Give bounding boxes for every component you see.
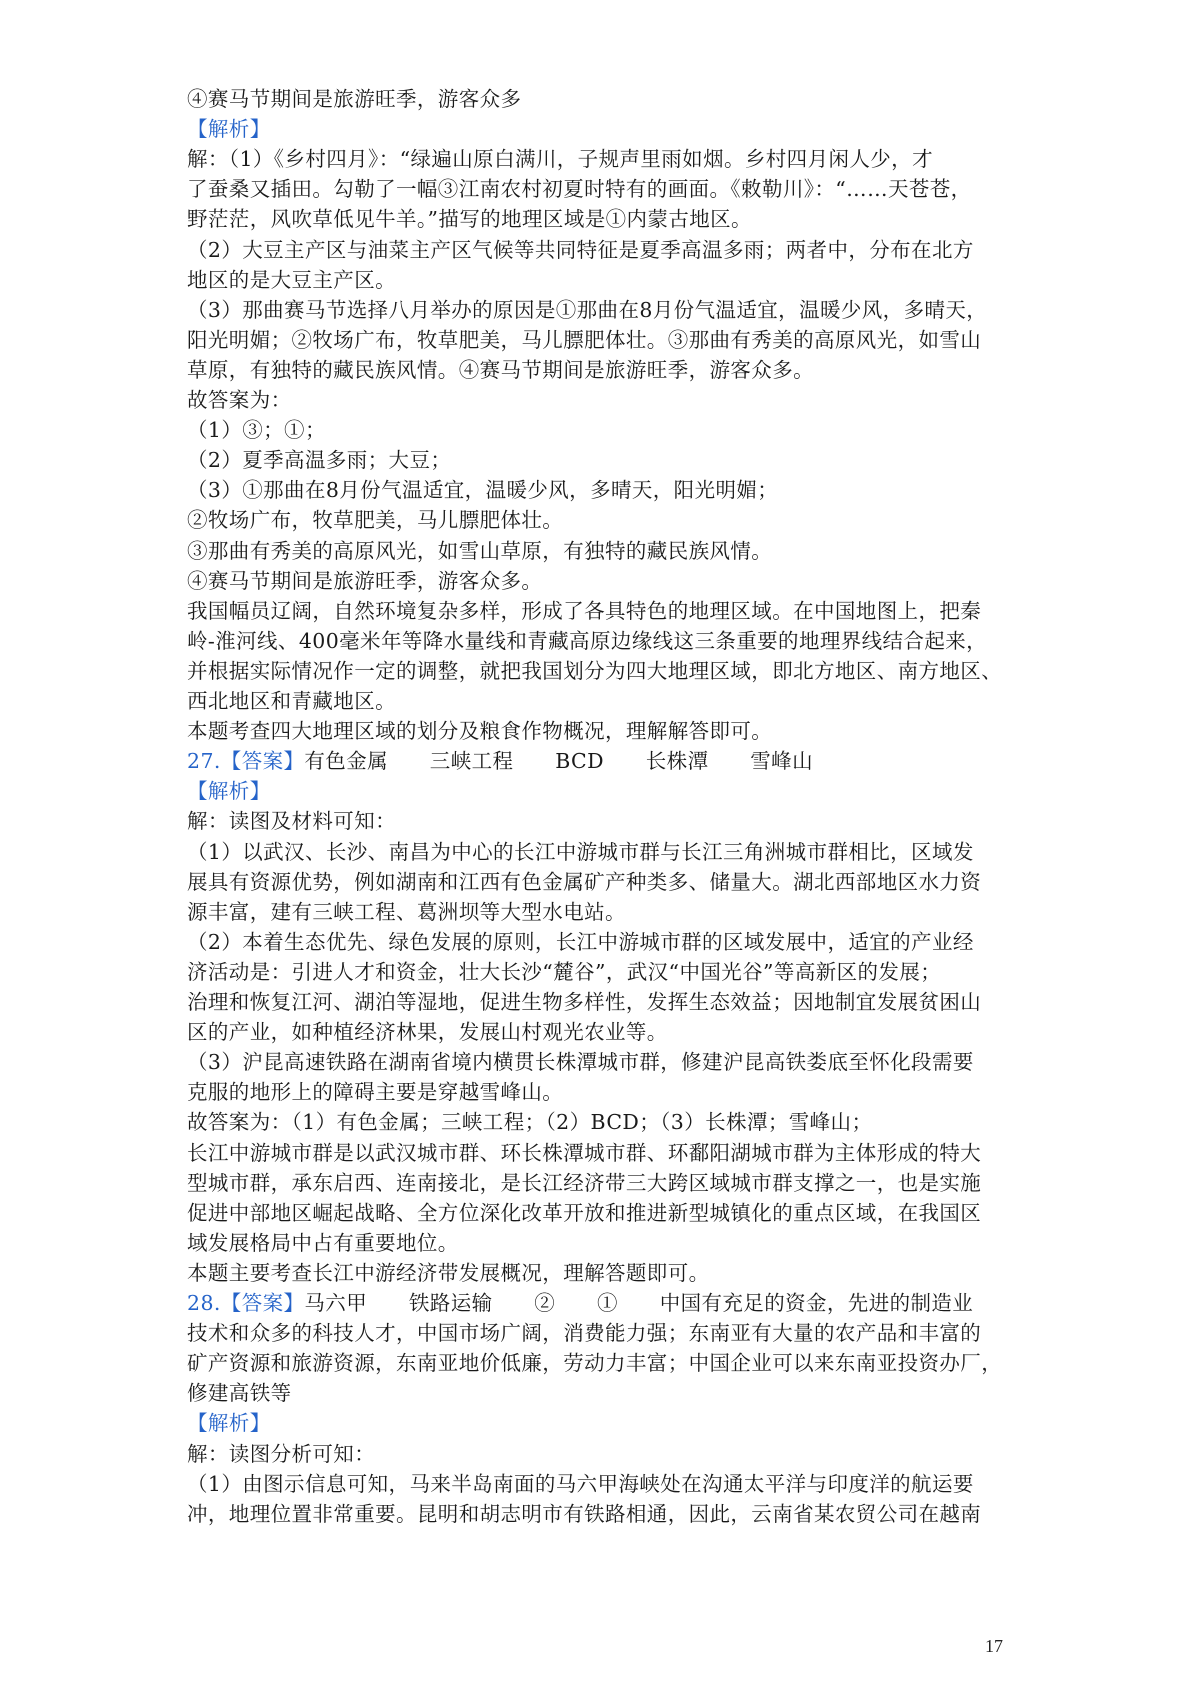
text-line: （1）③；①； xyxy=(187,418,326,443)
text-line: 解：（1）《乡村四月》：“绿遍山原白满川，子规声里雨如烟。乡村四月闲人少，才 xyxy=(187,147,933,172)
text-line: 解：读图及材料可知： xyxy=(187,809,396,834)
text-line: 并根据实际情况作一定的调整，就把我国划分为四大地理区域，即北方地区、南方地区、 xyxy=(187,658,1003,683)
text-line: （1）以武汉、长沙、南昌为中心的长江中游城市群与长江三角洲城市群相比，区域发 xyxy=(187,839,974,864)
text-line: 野茫茫，风吹草低见牛羊。”描写的地理区域是①内蒙古地区。 xyxy=(187,207,752,232)
text-line: 修建高铁等 xyxy=(187,1381,292,1406)
text-line: 本题主要考查长江中游经济带发展概况，理解答题即可。 xyxy=(187,1260,710,1285)
text-line: 治理和恢复江河、湖泊等湿地，促进生物多样性，发挥生态效益；因地制宜发展贫困山 xyxy=(187,990,982,1014)
text-line: 西北地区和青藏地区。 xyxy=(187,689,396,713)
text-line: （2）大豆主产区与油菜主产区气候等共同特征是夏季高温多雨；两者中，分布在北方 xyxy=(187,237,974,262)
text-line: 济活动是：引进人才和资金，壮大长沙“麓谷”，武汉“中国光谷”等高新区的发展； xyxy=(187,959,942,984)
answer-label: 27.【答案】 xyxy=(187,749,305,774)
text-line: ④赛马节期间是旅游旺季，游客众多 xyxy=(187,87,522,111)
text-line: 矿产资源和旅游资源，东南亚地价低廉，劳动力丰富；中国企业可以来东南亚投资办厂， xyxy=(187,1351,1003,1376)
text-line: （1）由图示信息可知，马来半岛南面的马六甲海峡处在沟通太平洋与印度洋的航运要 xyxy=(187,1471,974,1496)
answer-text: 马六甲 铁路运输 ② ① 中国有充足的资金，先进的制造业 xyxy=(304,1291,974,1315)
text-line: 型城市群，承东启西、连南接北，是长江经济带三大跨区域城市群支撑之一，也是实施 xyxy=(187,1170,982,1195)
analysis-label: 【解析】 xyxy=(187,117,271,142)
analysis-label: 【解析】 xyxy=(187,1411,271,1436)
text-line: （3）沪昆高速铁路在湖南省境内横贯长株潭城市群，修建沪昆高铁娄底至怀化段需要 xyxy=(187,1050,974,1075)
text-line: 岭-淮河线、400毫米年等降水量线和青藏高原边缘线这三条重要的地理界线结合起来， xyxy=(187,628,988,653)
text-line: 区的产业，如种植经济林果，发展山村观光农业等。 xyxy=(187,1020,668,1045)
page-number: 17 xyxy=(985,1636,1003,1656)
text-line: 本题考查四大地理区域的划分及粮食作物概况，理解解答即可。 xyxy=(187,719,773,744)
text-line: ④赛马节期间是旅游旺季，游客众多。 xyxy=(187,568,543,593)
answer-line xyxy=(187,746,1017,776)
text-line: （2）夏季高温多雨；大豆； xyxy=(187,448,452,473)
text-line: ②牧场广布，牧草肥美，马儿膘肥体壮。 xyxy=(187,508,564,533)
answer-line xyxy=(187,1288,1017,1318)
text-line: 克服的地形上的障碍主要是穿越雪峰山。 xyxy=(187,1080,564,1105)
text-line: 展具有资源优势，例如湖南和江西有色金属矿产种类多、储量大。湖北西部地区水力资 xyxy=(187,869,982,894)
text-line: 我国幅员辽阔，自然环境复杂多样，形成了各具特色的地理区域。在中国地图上，把秦 xyxy=(187,598,982,623)
text-line: 域发展格局中占有重要地位。 xyxy=(187,1230,459,1255)
text-line: 了蚕桑又插田。勾勒了一幅③江南农村初夏时特有的画面。《敕勒川》：“……天苍苍， xyxy=(187,177,972,202)
text-line: 故答案为： xyxy=(187,388,292,412)
text-line: （2）本着生态优先、绿色发展的原则，长江中游城市群的区域发展中，适宜的产业经 xyxy=(187,929,974,954)
text-line: 源丰富，建有三峡工程、葛洲坝等大型水电站。 xyxy=(187,899,626,924)
text-line: 阳光明媚；②牧场广布，牧草肥美，马儿膘肥体壮。③那曲有秀美的高原风光，如雪山 xyxy=(187,327,982,352)
answer-label: 28.【答案】 xyxy=(187,1291,305,1315)
text-line: 促进中部地区崛起战略、全方位深化改革开放和推进新型城镇化的重点区域，在我国区 xyxy=(187,1200,982,1225)
text-line: 长江中游城市群是以武汉城市群、环长株潭城市群、环鄱阳湖城市群为主体形成的特大 xyxy=(187,1140,982,1165)
text-line: 技术和众多的科技人才，中国市场广阔，消费能力强；东南亚有大量的农产品和丰富的 xyxy=(187,1321,982,1346)
text-line: （3）那曲赛马节选择八月举办的原因是①那曲在8月份气温适宜，温暖少风，多晴天， xyxy=(187,297,988,322)
text-line: （3）①那曲在8月份气温适宜，温暖少风，多晴天，阳光明媚； xyxy=(187,478,779,503)
text-line: 冲，地理位置非常重要。昆明和胡志明市有铁路相通，因此，云南省某农贸公司在越南 xyxy=(187,1501,982,1526)
text-line: 解：读图分析可知： xyxy=(187,1441,376,1466)
text-line: 地区的是大豆主产区。 xyxy=(187,267,396,292)
text-line: 草原，有独特的藏民族风情。④赛马节期间是旅游旺季，游客众多。 xyxy=(187,357,814,382)
answer-text: 有色金属 三峡工程 BCD 长株潭 雪峰山 xyxy=(304,749,813,774)
text-line: ③那曲有秀美的高原风光，如雪山草原，有独特的藏民族风情。 xyxy=(187,538,773,563)
analysis-label: 【解析】 xyxy=(187,779,271,804)
text-line: 故答案为：（1）有色金属；三峡工程；（2）BCD；（3）长株潭；雪峰山； xyxy=(187,1110,873,1135)
